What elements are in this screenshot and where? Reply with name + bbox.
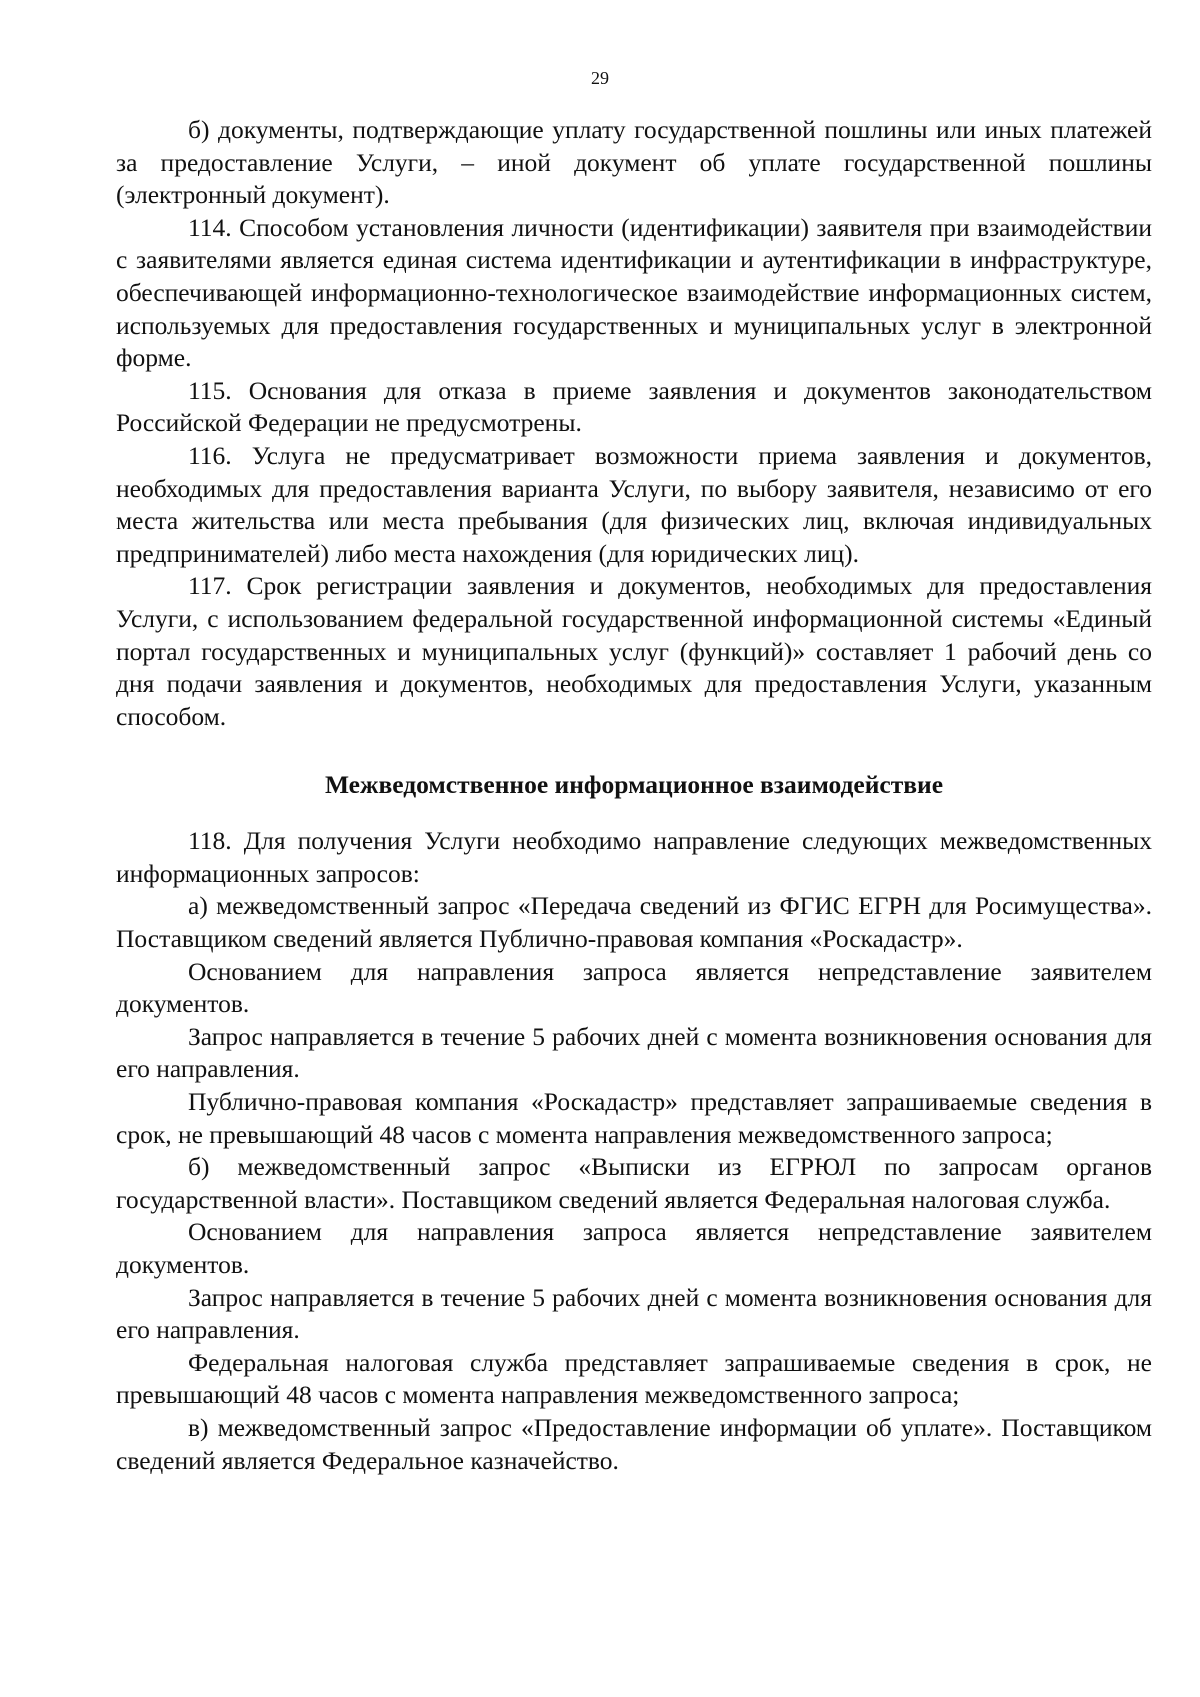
- document-body: [116, 114, 1152, 1477]
- paragraph-fee-documents: б) документы, подтверждающие уплату государственной пошлины или иных платежей за предоставление Услуги, – иной документ об уплате государственной пошлины (электронный документ).: [116, 115, 1152, 210]
- paragraph-request-a-basis: Основанием для направления запроса является непредставление заявителем документов.: [116, 956, 1152, 1019]
- paragraph-116: 116. Услуга не предусматривает возможности приема заявления и документов, необходимых для предоставления варианта Услуги, по выбору заявителя, независимо от его места жительства или места пребывания (для физических лиц, включая индивидуальных предпринимателей) либо места нахождения (для юридических лиц).: [116, 440, 1152, 568]
- paragraph-request-b: б) межведомственный запрос «Выписки из ЕГРЮЛ по запросам органов государственной власти». Поставщиком сведений является Федеральная налоговая служба.: [116, 1152, 1152, 1214]
- paragraph-request-a-deadline: Запрос направляется в течение 5 рабочих дней с момента возникновения основания для его направления.: [116, 1021, 1152, 1084]
- paragraph-115: 115. Основания для отказа в приеме заявления и документов законодательством Российской Федерации не предусмотрены.: [116, 375, 1152, 438]
- section-heading: Межведомственное информационное взаимодействие: [324, 770, 944, 800]
- paragraph-request-b-deadline: Запрос направляется в течение 5 рабочих дней с момента возникновения основания для его направления.: [116, 1282, 1152, 1345]
- paragraph-request-b-response: Федеральная налоговая служба представляет запрашиваемые сведения в срок, не превышающий 48 часов с момента направления межведомственного запроса;: [116, 1347, 1152, 1410]
- paragraph-118: 118. Для получения Услуги необходимо направление следующих межведомственных информационных запросов:: [116, 826, 1152, 888]
- paragraph-117: 117. Срок регистрации заявления и документов, необходимых для предоставления Услуги, с использованием федеральной государственной информационной системы «Единый портал государственных и муниципальных услуг (функций)» составляет 1 рабочий день со дня подачи заявления и документов, необходимых для предоставления Услуги, указанным способом.: [116, 571, 1152, 731]
- paragraph-request-a-response: Публично-правовая компания «Роскадастр» представляет запрашиваемые сведения в срок, не превышающий 48 часов с момента направления межведомственного запроса;: [116, 1087, 1152, 1149]
- page-number: 29: [591, 68, 609, 88]
- paragraph-request-c: в) межведомственный запрос «Предоставление информации об уплате». Поставщиком сведений является Федеральное казначейство.: [116, 1412, 1152, 1475]
- paragraph-request-a: а) межведомственный запрос «Передача сведений из ФГИС ЕГРН для Росимущества». Поставщиком сведений является Публично-правовая компания «Роскадастр».: [116, 891, 1152, 954]
- paragraph-request-b-basis: Основанием для направления запроса является непредставление заявителем документов.: [116, 1217, 1152, 1279]
- paragraph-114: 114. Способом установления личности (идентификации) заявителя при взаимодействии с заявителями является единая система идентификации и аутентификации в инфраструктуре, обеспечивающей информационно-технологическое взаимодействие информационных систем, используемых для предоставления государственных и муниципальных услуг в электронной форме.: [116, 212, 1152, 373]
